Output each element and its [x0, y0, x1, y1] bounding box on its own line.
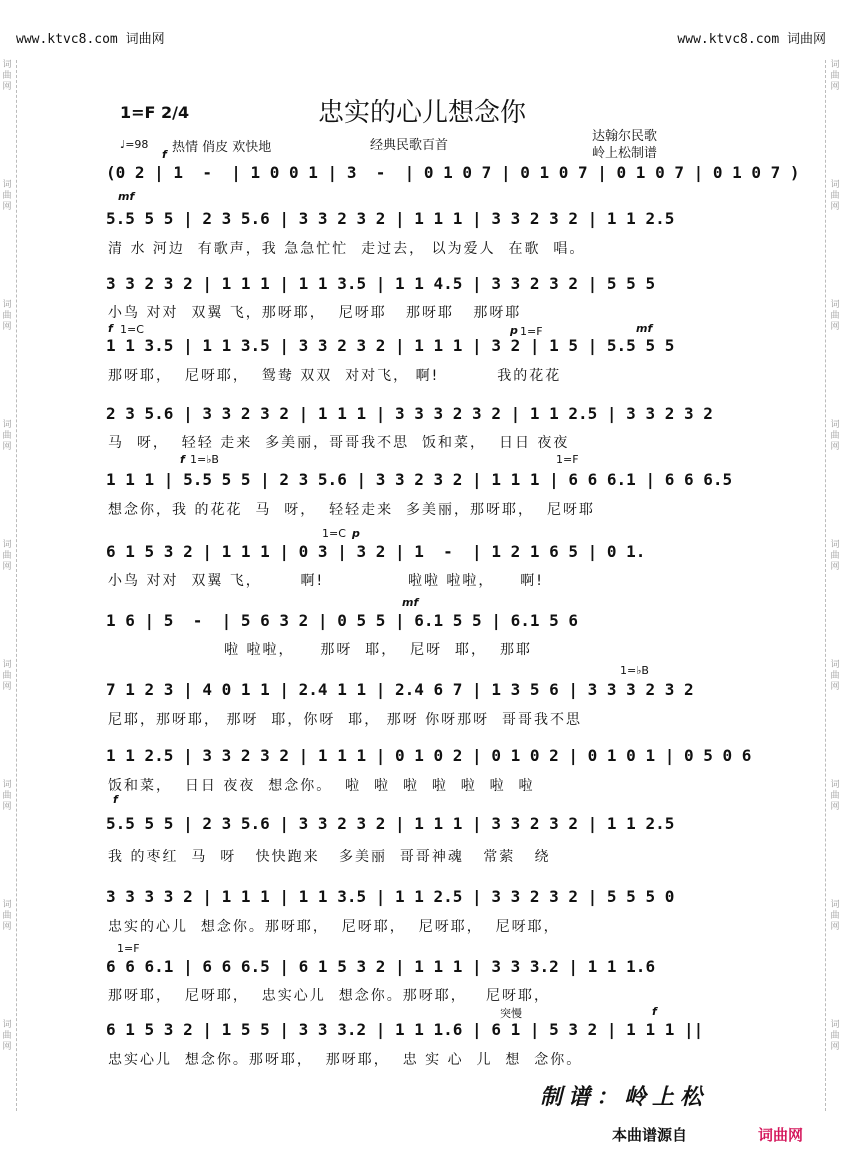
- dynamic-f: f: [652, 1005, 657, 1018]
- key-signature: 1=F 2/4: [120, 103, 190, 122]
- site-url-left[interactable]: www.ktvc8.com 词曲网: [16, 32, 165, 47]
- side-strip-left: [0, 60, 17, 1111]
- score-system-notes: 6 1 5 3 2 | 1 5 5 | 3 3 3.2 | 1 1 1.6 | 6 1 | 5 3 2 | 1 1 1 ||: [106, 1020, 704, 1039]
- side-watermark: 词曲网: [830, 780, 840, 812]
- lyrics-line: 马 呀， 轻轻 走来 多美丽，哥哥我不思 饭和菜， 日日 夜夜: [108, 435, 570, 451]
- source-site-link[interactable]: 词曲网: [758, 1126, 804, 1144]
- lyrics-line: 小鸟 对对 双翼 飞， 啊! 啦啦 啦啦， 啊!: [108, 573, 544, 589]
- dynamic-f: f: [180, 453, 185, 466]
- source-label: 本曲谱源自: [612, 1126, 688, 1144]
- key-change: 1=F: [117, 942, 140, 955]
- lyrics-line: 那呀耶， 尼呀耶， 鸳鸯 双双 对对飞， 啊! 我的花花: [108, 368, 562, 384]
- series-label: 经典民歌百首: [370, 138, 449, 153]
- side-watermark: 词曲网: [830, 660, 840, 692]
- dynamic-f: f: [162, 148, 167, 161]
- side-watermark: 词曲网: [2, 660, 12, 692]
- side-watermark: 词曲网: [830, 540, 840, 572]
- key-change: 1=♭B: [620, 664, 649, 677]
- dynamic-p: p: [352, 527, 360, 540]
- side-strip-right: [825, 60, 842, 1111]
- lyrics-line: 我 的枣红 马 呀 快快跑来 多美丽 哥哥神魂 常萦 绕: [108, 849, 551, 865]
- side-watermark: 词曲网: [2, 300, 12, 332]
- lyrics-line: 尼耶，那呀耶， 那呀 耶，你呀 耶， 那呀 你呀那呀 哥哥我不思: [108, 712, 583, 728]
- dynamic-f: f: [108, 322, 113, 335]
- key-change: 1=F: [556, 453, 579, 466]
- score-system-notes: 1 1 3.5 | 1 1 3.5 | 3 3 2 3 2 | 1 1 1 | 3 2 | 1 5 | 5.5 5 5: [106, 336, 675, 355]
- site-url-right[interactable]: www.ktvc8.com 词曲网: [677, 32, 826, 47]
- key-change: 1=C: [322, 527, 346, 540]
- tempo-marking: ♩=98: [120, 138, 149, 151]
- score-system-notes: (0 2 | 1 - | 1 0 0 1 | 3 - | 0 1 0 7 | 0 1 0 7 | 0 1 0 7 | 0 1 0 7 ): [106, 163, 800, 182]
- lyrics-line: 啦 啦啦， 那呀 耶， 尼呀 耶， 那耶: [108, 642, 532, 658]
- dynamic-mf: mf: [636, 322, 653, 335]
- expression-marking: 热情 俏皮 欢快地: [172, 140, 272, 155]
- dynamic-p: p: [510, 324, 518, 337]
- score-system-notes: 2 3 5.6 | 3 3 2 3 2 | 1 1 1 | 3 3 3 2 3 2 | 1 1 2.5 | 3 3 2 3 2: [106, 404, 713, 423]
- lyrics-line: 清 水 河边 有歌声，我 急急忙忙 走过去， 以为爱人 在歌 唱。: [108, 241, 586, 257]
- side-watermark: 词曲网: [830, 300, 840, 332]
- dynamic-f: f: [113, 793, 118, 806]
- side-watermark: 词曲网: [830, 180, 840, 212]
- lyrics-line: 想念你，我 的花花 马 呀， 轻轻走来 多美丽，那呀耶， 尼呀耶: [108, 502, 595, 518]
- score-system-notes: 1 1 2.5 | 3 3 2 3 2 | 1 1 1 | 0 1 0 2 | 0 1 0 2 | 0 1 0 1 | 0 5 0 6: [106, 746, 752, 765]
- arranger-signature: 制谱：岭上松: [540, 1084, 709, 1110]
- lyrics-line: 小鸟 对对 双翼 飞，那呀耶， 尼呀耶 那呀耶 那呀耶: [108, 305, 522, 321]
- score-system-notes: 6 1 5 3 2 | 1 1 1 | 0 3 | 3 2 | 1 - | 1 2 1 6 5 | 0 1.: [106, 542, 646, 561]
- dynamic-mf: mf: [118, 190, 135, 203]
- side-watermark: 词曲网: [2, 420, 12, 452]
- lyrics-line: 忠实的心儿 想念你。那呀耶， 尼呀耶， 尼呀耶， 尼呀耶，: [108, 919, 560, 935]
- lyrics-line: 那呀耶， 尼呀耶， 忠实心儿 想念你。那呀耶， 尼呀耶，: [108, 988, 551, 1004]
- key-change: 1=C: [120, 323, 144, 336]
- side-watermark: 词曲网: [830, 60, 840, 92]
- score-system-notes: 5.5 5 5 | 2 3 5.6 | 3 3 2 3 2 | 1 1 1 | 3 3 2 3 2 | 1 1 2.5: [106, 209, 675, 228]
- side-watermark: 词曲网: [2, 540, 12, 572]
- lyrics-line: 饭和菜， 日日 夜夜 想念你。 啦 啦 啦 啦 啦 啦 啦: [108, 778, 535, 794]
- score-system-notes: 3 3 2 3 2 | 1 1 1 | 1 1 3.5 | 1 1 4.5 | 3 3 2 3 2 | 5 5 5: [106, 274, 656, 293]
- arranger-label: 岭上松制谱: [592, 146, 658, 161]
- origin-label: 达翰尔民歌: [592, 129, 658, 144]
- side-watermark: 词曲网: [830, 1020, 840, 1052]
- side-watermark: 词曲网: [2, 180, 12, 212]
- key-change: 1=F: [520, 325, 543, 338]
- score-system-notes: 3 3 3 3 2 | 1 1 1 | 1 1 3.5 | 1 1 2.5 | 3 3 2 3 2 | 5 5 5 0: [106, 887, 675, 906]
- side-watermark: 词曲网: [2, 60, 12, 92]
- score-system-notes: 1 1 1 | 5.5 5 5 | 2 3 5.6 | 3 3 2 3 2 | 1 1 1 | 6 6 6.1 | 6 6 6.5: [106, 470, 733, 489]
- song-title: 忠实的心儿想念你: [318, 98, 527, 128]
- score-system-notes: 7 1 2 3 | 4 0 1 1 | 2.4 1 1 | 2.4 6 7 | 1 3 5 6 | 3 3 3 2 3 2: [106, 680, 694, 699]
- side-watermark: 词曲网: [2, 900, 12, 932]
- side-watermark: 词曲网: [2, 780, 12, 812]
- score-system-notes: 5.5 5 5 | 2 3 5.6 | 3 3 2 3 2 | 1 1 1 | 3 3 2 3 2 | 1 1 2.5: [106, 814, 675, 833]
- score-system-notes: 1 6 | 5 - | 5 6 3 2 | 0 5 5 | 6.1 5 5 | 6.1 5 6: [106, 611, 579, 630]
- lyrics-line: 忠实心儿 想念你。那呀耶， 那呀耶， 忠 实 心 儿 想 念你。: [108, 1052, 583, 1068]
- score-system-notes: 6 6 6.1 | 6 6 6.5 | 6 1 5 3 2 | 1 1 1 | 3 3 3.2 | 1 1 1.6: [106, 957, 656, 976]
- key-change: 1=♭B: [190, 453, 219, 466]
- side-watermark: 词曲网: [2, 1020, 12, 1052]
- side-watermark: 词曲网: [830, 420, 840, 452]
- dynamic-mf: mf: [402, 596, 419, 609]
- side-watermark: 词曲网: [830, 900, 840, 932]
- tempo-change: 突慢: [500, 1007, 522, 1020]
